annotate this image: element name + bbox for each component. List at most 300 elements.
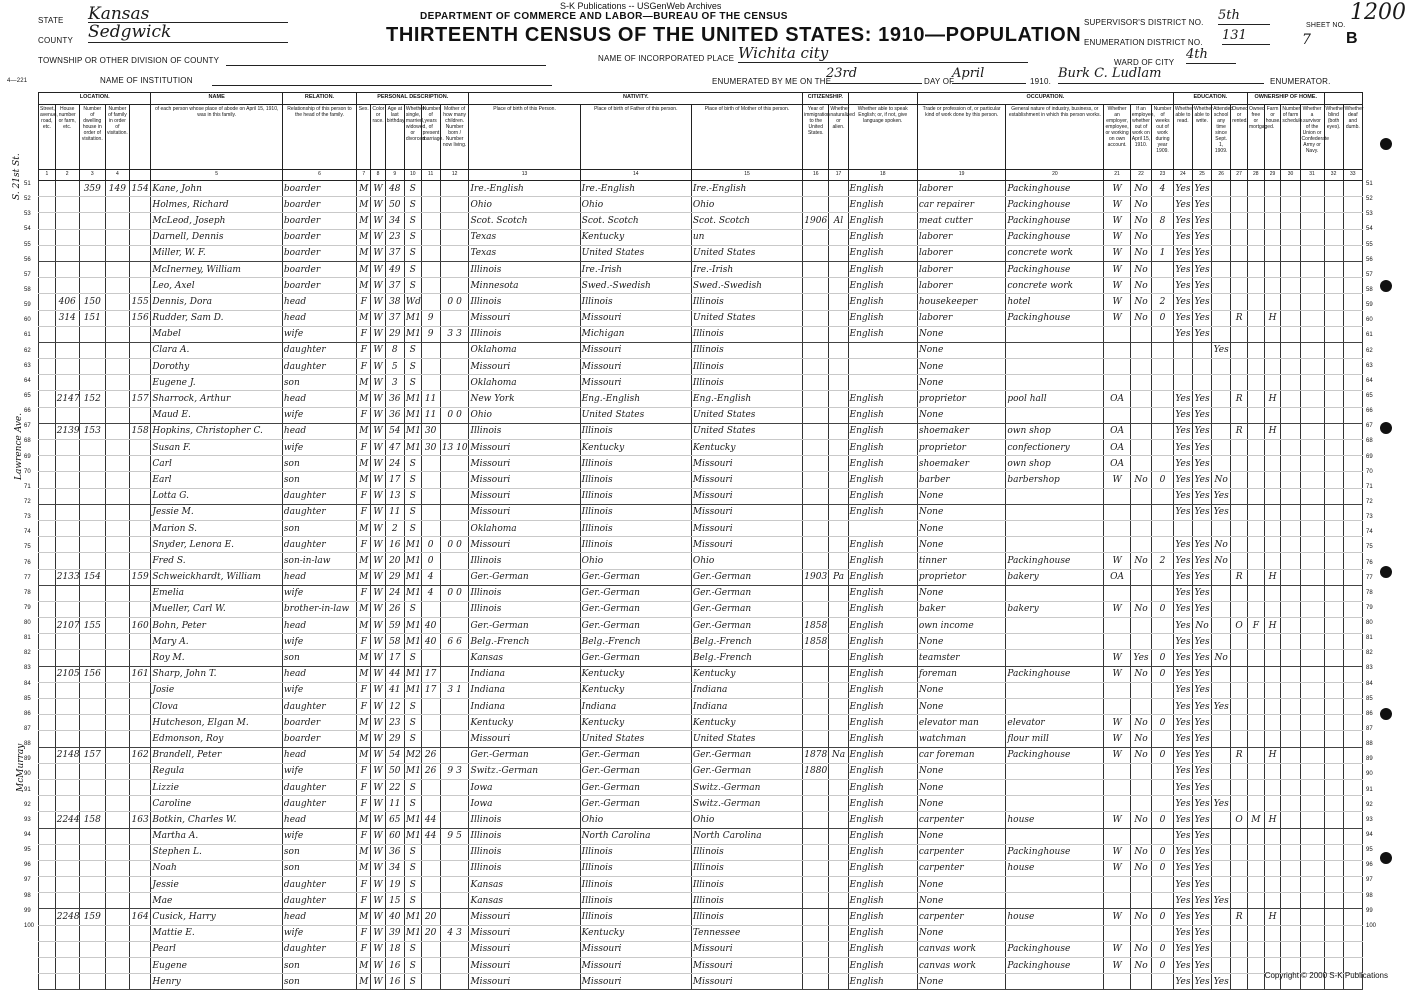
column-number: 33 <box>1343 170 1362 181</box>
table-row <box>39 585 1363 601</box>
cell-mother: Illinois <box>691 844 802 860</box>
cell-born <box>440 342 469 358</box>
cell-sched <box>1281 779 1300 795</box>
cell-imm <box>803 423 829 439</box>
cell-industry <box>1006 893 1104 909</box>
cell-family <box>105 893 129 909</box>
cell-vet <box>1300 860 1324 876</box>
cell-lang: English <box>848 682 917 698</box>
cell-house: 2107 <box>55 618 79 634</box>
cell-years: 4 <box>421 569 440 585</box>
cell-street <box>39 828 56 844</box>
line-number: 92 <box>24 801 31 808</box>
enumerator-name: Burk C. Ludlam <box>1058 66 1264 84</box>
cell-lang: English <box>848 229 917 245</box>
cell-deaf <box>1343 423 1362 439</box>
column-group-header: EDUCATION. <box>1173 93 1247 105</box>
cell-blind <box>1324 391 1343 407</box>
cell-imm: 1878 <box>803 747 829 763</box>
cell-own: R <box>1231 569 1248 585</box>
column-header: Place of birth of this Person. <box>469 105 580 170</box>
cell-emp: W <box>1104 197 1130 213</box>
cell-emp <box>1104 634 1130 650</box>
cell-deaf <box>1343 925 1362 941</box>
table-row <box>39 294 1363 310</box>
cell-lang: English <box>848 569 917 585</box>
cell-marital: S <box>404 715 421 731</box>
cell-free <box>1247 634 1264 650</box>
cell-emp <box>1104 699 1130 715</box>
cell-industry: concrete work <box>1006 278 1104 294</box>
cell-vet <box>1300 423 1324 439</box>
column-number: 1 <box>39 170 56 181</box>
cell-marital: S <box>404 860 421 876</box>
enumerated-month: April <box>952 66 1026 84</box>
cell-deaf <box>1343 278 1362 294</box>
cell-mother: Illinois <box>691 909 802 925</box>
cell-family <box>105 261 129 277</box>
cell-born <box>440 747 469 763</box>
cell-house <box>55 553 79 569</box>
cell-imm <box>803 828 829 844</box>
cell-name: Clara A. <box>151 342 283 358</box>
cell-lang: English <box>848 456 917 472</box>
cell-house: 2139 <box>55 423 79 439</box>
cell-father: Ohio <box>580 553 691 569</box>
cell-mother: Belg.-French <box>691 650 802 666</box>
cell-out <box>1130 779 1152 795</box>
cell-read: Yes <box>1173 456 1192 472</box>
cell-dwelling <box>79 197 105 213</box>
cell-birth: Missouri <box>469 488 580 504</box>
cell-lang: English <box>848 181 917 197</box>
cell-sched <box>1281 440 1300 456</box>
cell-read: Yes <box>1173 779 1192 795</box>
cell-marital: M2 <box>404 747 421 763</box>
cell-sex: M <box>357 261 371 277</box>
cell-years <box>421 181 440 197</box>
cell-dwelling <box>79 634 105 650</box>
cell-read: Yes <box>1173 245 1192 261</box>
cell-deaf <box>1343 650 1362 666</box>
state-value: Kansas <box>88 4 288 23</box>
cell-nat <box>829 391 848 407</box>
cell-school <box>1212 245 1231 261</box>
cell-blind <box>1324 488 1343 504</box>
cell-street <box>39 860 56 876</box>
cell-family <box>105 747 129 763</box>
cell-free <box>1247 423 1264 439</box>
column-number: 6 <box>282 170 356 181</box>
cell-color: W <box>371 520 385 536</box>
column-group-header: OWNERSHIP OF HOME. <box>1247 93 1324 105</box>
cell-nat <box>829 407 848 423</box>
cell-imm: 1906 <box>803 213 829 229</box>
cell-school <box>1212 779 1231 795</box>
cell-farm <box>1264 504 1281 520</box>
cell-family <box>105 359 129 375</box>
cell-born <box>440 828 469 844</box>
cell-lang: English <box>848 860 917 876</box>
cell-lang: English <box>848 213 917 229</box>
cell-farm <box>1264 456 1281 472</box>
cell-read: Yes <box>1173 796 1192 812</box>
cell-dwelling: 156 <box>79 666 105 682</box>
cell-living: 5 <box>456 831 462 842</box>
column-number: 24 <box>1173 170 1192 181</box>
cell-marital: S <box>404 359 421 375</box>
cell-weeks: 0 <box>1152 860 1174 876</box>
column-number: 5 <box>151 170 283 181</box>
cell-relation: boarder <box>282 213 356 229</box>
cell-emp <box>1104 326 1130 342</box>
cell-trade: car foreman <box>917 747 1005 763</box>
table-row <box>39 925 1363 941</box>
cell-father: Illinois <box>580 860 691 876</box>
column-header: Whether able to write. <box>1192 105 1211 170</box>
cell-blind <box>1324 504 1343 520</box>
township-label: TOWNSHIP OR OTHER DIVISION OF COUNTY <box>38 56 220 65</box>
cell-read: Yes <box>1173 537 1192 553</box>
cell-own <box>1231 375 1248 391</box>
cell-sex: F <box>357 682 371 698</box>
cell-house <box>55 342 79 358</box>
cell-trade: None <box>917 342 1005 358</box>
table-row <box>39 601 1363 617</box>
cell-out <box>1130 682 1152 698</box>
cell-imm <box>803 181 829 197</box>
cell-read: Yes <box>1173 860 1192 876</box>
table-row <box>39 763 1363 779</box>
cell-color: W <box>371 278 385 294</box>
cell-write: Yes <box>1192 666 1211 682</box>
cell-industry <box>1006 763 1104 779</box>
cell-mother: Ire.-English <box>691 181 802 197</box>
cell-birth: Minnesota <box>469 278 580 294</box>
cell-family <box>105 407 129 423</box>
cell-weeks <box>1152 278 1174 294</box>
cell-sched <box>1281 375 1300 391</box>
table-row <box>39 893 1363 909</box>
cell-family <box>105 197 129 213</box>
cell-nat <box>829 342 848 358</box>
cell-industry: Packinghouse <box>1006 941 1104 957</box>
cell-street <box>39 261 56 277</box>
cell-out <box>1130 877 1152 893</box>
cell-vet <box>1300 245 1324 261</box>
cell-relation: head <box>282 423 356 439</box>
cell-family <box>105 245 129 261</box>
cell-color: W <box>371 828 385 844</box>
cell-dwelling <box>79 261 105 277</box>
line-number: 55 <box>1366 241 1373 248</box>
line-number: 69 <box>1366 453 1373 460</box>
cell-industry: Packinghouse <box>1006 958 1104 974</box>
column-group-header: LOCATION. <box>39 93 151 105</box>
cell-house <box>55 893 79 909</box>
cell-house <box>55 699 79 715</box>
cell-sex: F <box>357 925 371 941</box>
cell-sex: F <box>357 796 371 812</box>
cell-family <box>105 440 129 456</box>
cell-farm <box>1264 731 1281 747</box>
cell-deaf <box>1343 601 1362 617</box>
cell-born <box>440 375 469 391</box>
cell-sex: M <box>357 423 371 439</box>
cell-write: Yes <box>1192 812 1211 828</box>
cell-weeks <box>1152 796 1174 812</box>
cell-industry: house <box>1006 909 1104 925</box>
cell-age: 47 <box>385 440 404 456</box>
cell-sex: F <box>357 359 371 375</box>
table-row <box>39 197 1363 213</box>
cell-sex: M <box>357 472 371 488</box>
cell-free <box>1247 569 1264 585</box>
cell-out: No <box>1130 553 1152 569</box>
cell-born <box>440 310 469 326</box>
cell-f2 <box>129 261 151 277</box>
cell-imm <box>803 326 829 342</box>
cell-school: Yes <box>1212 893 1231 909</box>
cell-years: 11 <box>421 407 440 423</box>
cell-family <box>105 504 129 520</box>
cell-lang: English <box>848 326 917 342</box>
cell-relation: boarder <box>282 181 356 197</box>
cell-vet <box>1300 893 1324 909</box>
cell-house <box>55 245 79 261</box>
cell-dwelling <box>79 974 105 990</box>
cell-industry: own shop <box>1006 423 1104 439</box>
line-number: 67 <box>24 423 31 430</box>
cell-color: W <box>371 618 385 634</box>
cell-own: R <box>1231 747 1248 763</box>
cell-marital: S <box>404 877 421 893</box>
cell-industry: confectionery <box>1006 440 1104 456</box>
cell-father: Illinois <box>580 504 691 520</box>
cell-house <box>55 261 79 277</box>
cell-years <box>421 488 440 504</box>
cell-farm <box>1264 213 1281 229</box>
cell-relation: brother-in-law <box>282 601 356 617</box>
cell-out: No <box>1130 844 1152 860</box>
table-row <box>39 618 1363 634</box>
cell-marital: S <box>404 796 421 812</box>
cell-write: Yes <box>1192 585 1211 601</box>
cell-street <box>39 585 56 601</box>
sheet-label: SHEET NO. <box>1306 22 1346 29</box>
cell-out <box>1130 342 1152 358</box>
cell-living: 0 <box>456 588 462 599</box>
cell-weeks <box>1152 537 1174 553</box>
cell-f2 <box>129 650 151 666</box>
cell-father: Scot. Scotch <box>580 213 691 229</box>
cell-imm <box>803 796 829 812</box>
cell-trade: own income <box>917 618 1005 634</box>
cell-write: Yes <box>1192 974 1211 990</box>
cell-emp: W <box>1104 731 1130 747</box>
cell-name: Carl <box>151 456 283 472</box>
line-number: 78 <box>24 589 31 596</box>
cell-deaf <box>1343 375 1362 391</box>
cell-years: 0 <box>421 537 440 553</box>
cell-farm <box>1264 650 1281 666</box>
cell-vet <box>1300 731 1324 747</box>
cell-dwelling <box>79 763 105 779</box>
cell-f2 <box>129 537 151 553</box>
cell-lang: English <box>848 537 917 553</box>
cell-family <box>105 844 129 860</box>
table-row <box>39 359 1363 375</box>
institution-line <box>212 84 552 86</box>
cell-mother: Swed.-Swedish <box>691 278 802 294</box>
cell-years: 44 <box>421 812 440 828</box>
cell-own <box>1231 537 1248 553</box>
cell-trade: None <box>917 893 1005 909</box>
cell-out <box>1130 828 1152 844</box>
cell-years <box>421 359 440 375</box>
cell-marital: S <box>404 731 421 747</box>
cell-own: R <box>1231 909 1248 925</box>
cell-years <box>421 504 440 520</box>
column-number: 11 <box>421 170 440 181</box>
line-number: 82 <box>24 650 31 657</box>
cell-color: W <box>371 456 385 472</box>
cell-marital: M1 <box>404 310 421 326</box>
cell-industry: bakery <box>1006 569 1104 585</box>
cell-vet <box>1300 618 1324 634</box>
cell-house: 2248 <box>55 909 79 925</box>
cell-sched <box>1281 715 1300 731</box>
cell-lang: English <box>848 553 917 569</box>
cell-own <box>1231 796 1248 812</box>
cell-marital: S <box>404 844 421 860</box>
cell-mother: Ohio <box>691 812 802 828</box>
cell-weeks <box>1152 391 1174 407</box>
column-number: 28 <box>1247 170 1264 181</box>
cell-dwelling <box>79 359 105 375</box>
cell-relation: wife <box>282 634 356 650</box>
cell-free <box>1247 844 1264 860</box>
cell-industry: hotel <box>1006 294 1104 310</box>
cell-imm <box>803 407 829 423</box>
cell-industry: elevator <box>1006 715 1104 731</box>
cell-read: Yes <box>1173 650 1192 666</box>
cell-weeks: 8 <box>1152 213 1174 229</box>
cell-own <box>1231 294 1248 310</box>
cell-trade: None <box>917 634 1005 650</box>
cell-birth: Kentucky <box>469 715 580 731</box>
line-number: 89 <box>1366 756 1373 763</box>
cell-emp <box>1104 877 1130 893</box>
cell-free <box>1247 294 1264 310</box>
cell-age: 17 <box>385 472 404 488</box>
cell-vet <box>1300 537 1324 553</box>
cell-family <box>105 326 129 342</box>
cell-house <box>55 974 79 990</box>
cell-read: Yes <box>1173 941 1192 957</box>
cell-trade: baker <box>917 601 1005 617</box>
cell-street <box>39 181 56 197</box>
cell-mother: Ger.-German <box>691 601 802 617</box>
cell-imm <box>803 310 829 326</box>
cell-nat <box>829 650 848 666</box>
cell-dwelling <box>79 828 105 844</box>
cell-deaf <box>1343 537 1362 553</box>
cell-imm <box>803 245 829 261</box>
cell-dwelling <box>79 229 105 245</box>
cell-free <box>1247 342 1264 358</box>
cell-dwelling: 155 <box>79 618 105 634</box>
cell-vet <box>1300 796 1324 812</box>
cell-school <box>1212 229 1231 245</box>
cell-industry: bakery <box>1006 601 1104 617</box>
cell-color: W <box>371 974 385 990</box>
cell-family <box>105 585 129 601</box>
cell-family <box>105 488 129 504</box>
cell-deaf <box>1343 440 1362 456</box>
column-header: Relationship of this person to the head of the family. <box>282 105 356 170</box>
cell-vet <box>1300 763 1324 779</box>
cell-father: Michigan <box>580 326 691 342</box>
cell-mother: United States <box>691 423 802 439</box>
cell-vet <box>1300 391 1324 407</box>
cell-color: W <box>371 877 385 893</box>
cell-birth: Illinois <box>469 294 580 310</box>
line-number: 58 <box>1366 286 1373 293</box>
cell-read: Yes <box>1173 682 1192 698</box>
cell-color: W <box>371 958 385 974</box>
cell-years <box>421 197 440 213</box>
cell-father: Ohio <box>580 197 691 213</box>
line-number: 81 <box>24 635 31 642</box>
cell-out: No <box>1130 261 1152 277</box>
cell-deaf <box>1343 796 1362 812</box>
cell-school <box>1212 877 1231 893</box>
cell-birth: Indiana <box>469 699 580 715</box>
cell-born <box>440 391 469 407</box>
cell-marital: M1 <box>404 391 421 407</box>
cell-father: Kentucky <box>580 666 691 682</box>
punch-hole <box>1380 852 1392 864</box>
cell-years <box>421 877 440 893</box>
cell-marital: M1 <box>404 666 421 682</box>
cell-house <box>55 634 79 650</box>
cell-relation: wife <box>282 828 356 844</box>
cell-school <box>1212 456 1231 472</box>
cell-school <box>1212 359 1231 375</box>
table-row <box>39 504 1363 520</box>
cell-marital: S <box>404 456 421 472</box>
cell-lang <box>848 375 917 391</box>
cell-sex: M <box>357 974 371 990</box>
cell-farm <box>1264 520 1281 536</box>
cell-nat <box>829 731 848 747</box>
table-row <box>39 423 1363 439</box>
cell-free <box>1247 893 1264 909</box>
line-number: 60 <box>24 317 31 324</box>
cell-relation: head <box>282 618 356 634</box>
cell-marital: M1 <box>404 634 421 650</box>
cell-f2 <box>129 440 151 456</box>
cell-dwelling <box>79 844 105 860</box>
cell-color: W <box>371 488 385 504</box>
cell-read: Yes <box>1173 958 1192 974</box>
institution-label: NAME OF INSTITUTION <box>100 76 193 85</box>
cell-dwelling: 151 <box>79 310 105 326</box>
cell-blind <box>1324 294 1343 310</box>
cell-born <box>440 601 469 617</box>
cell-family <box>105 213 129 229</box>
